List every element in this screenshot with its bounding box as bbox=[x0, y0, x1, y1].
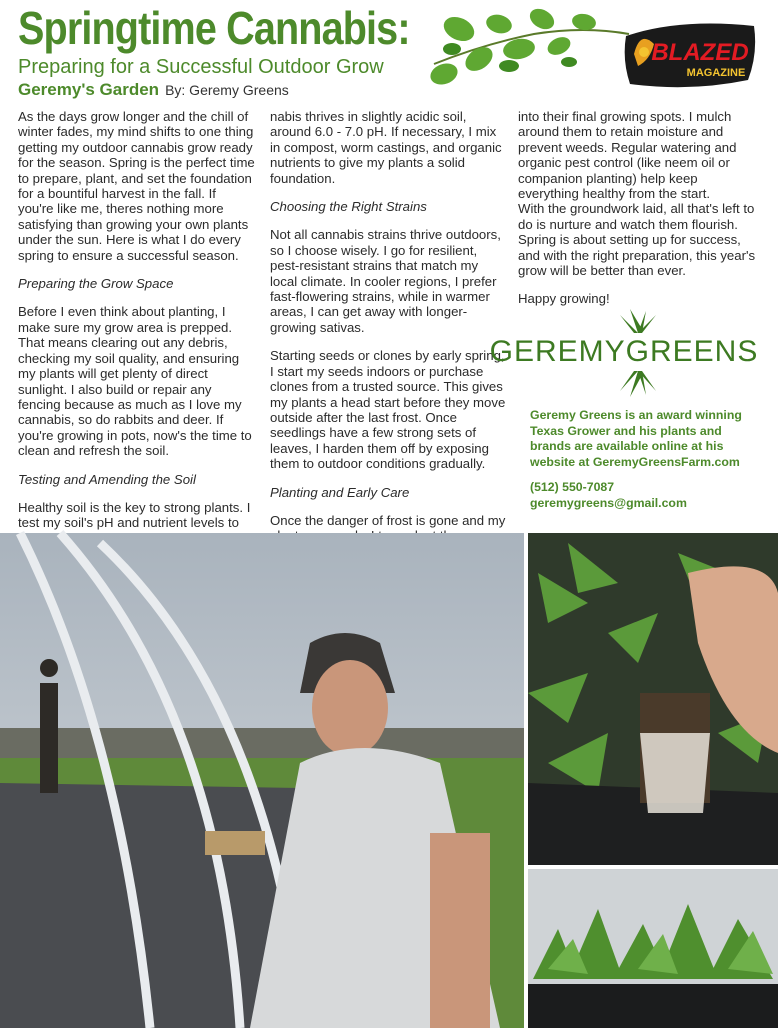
hops-vine-illustration bbox=[424, 4, 634, 100]
geremy-greens-logo bbox=[489, 305, 759, 401]
contact-info bbox=[530, 480, 765, 511]
paragraph: into their final growing spots. I mulch around them to retain moisture and prevent weeds. Regular watering and organic pest control (like neem oil or companion planting) help keep everything healthy from the start. bbox=[518, 109, 737, 202]
svg-text:BLAZED: BLAZED bbox=[651, 39, 749, 66]
author-bio: Geremy Greens is an award winning Texas Grower and his plants and brands are available online at his website at GeremyGreensFarm.com bbox=[530, 408, 742, 469]
phone-number: (512) 550-7087 bbox=[530, 480, 615, 494]
section-name: Geremy's Garden bbox=[18, 80, 160, 99]
seedling-tray-photo bbox=[528, 869, 778, 1028]
article-title: Springtime Cannabis: bbox=[18, 2, 410, 54]
article-column-3 bbox=[518, 109, 758, 320]
paragraph: Once the danger of frost is gone and my bbox=[270, 512, 506, 528]
byline: By: Geremy Greens bbox=[165, 82, 289, 98]
article-column-2 bbox=[270, 109, 506, 557]
paragraph: nabis thrives in slightly acidic soil, around 6.0 - 7.0 pH. If necessary, I mix in compost, worm castings, and organic nutrients to give my plants a solid foundation. bbox=[270, 109, 502, 186]
paragraph: Not all cannabis strains thrive outdoors, so I choose wisely. I go for resilient, pest-resistant strains that match my local climate. In cooler regions, I prefer fast-flowering strains, while in warmer areas, I can get away with longer- growing sativas. bbox=[270, 227, 501, 335]
svg-text:GEREMYGREENS: GEREMYGREENS bbox=[489, 335, 759, 368]
grower-hoop-house-photo bbox=[0, 533, 524, 1028]
article-column-1 bbox=[18, 109, 255, 559]
paragraph: Healthy soil is the key to strong plants. I test my soil's pH and nutrient levels to bbox=[18, 499, 251, 531]
byline-row bbox=[18, 80, 289, 100]
subheading: Testing and Amending the Soil bbox=[18, 471, 196, 487]
subheading: Choosing the Right Strains bbox=[270, 199, 427, 215]
paragraph: Starting seeds or clones by early spring, I start my seeds indoors or purchase clones from a trusted source. This gives my plants a head start before they move outside after the last frost. Once seedlings have a few strong sets of leaves, I harden them off by exposing them to outdoor conditions gradually. bbox=[270, 348, 506, 472]
paragraph: With the groundwork laid, all that's left to do is nurture and watch them flourish. Spring is about setting up for success, and with the right preparation, this year's grow will be better than ever. bbox=[518, 201, 756, 279]
blazed-magazine-logo bbox=[620, 14, 760, 94]
clone-roots-photo bbox=[528, 533, 778, 865]
paragraph: As the days grow longer and the chill of winter fades, my mind shifts to one thing getting my outdoor cannabis grow ready for the season. Spring is the perfect time to prepare, plant, and set the foundation for a bountiful harvest in the fall. If you're like me, theres nothing more satisfying than growing your own plants under the sun. Here is what I do every spring to ensure a successful season. bbox=[18, 109, 255, 263]
paragraph: Happy growing! bbox=[518, 291, 610, 307]
subheading: Planting and Early Care bbox=[270, 484, 410, 500]
article-subtitle: Preparing for a Successful Outdoor Grow bbox=[18, 56, 384, 78]
subheading: Preparing the Grow Space bbox=[18, 276, 174, 292]
paragraph: Before I even think about planting, I make sure my grow area is prepped. That means clearing out any debris, checking my soil quality, and ensuring my plants will get plenty of direct sunlight. I also build or repair any fencing because as much as I love my cannabis, so do rabbits and deer. If you're growing in pots, now's the time to clean and refresh the soil. bbox=[18, 304, 252, 459]
email-address: geremygreens@gmail.com bbox=[530, 495, 687, 510]
cannabis-leaf-icon bbox=[620, 309, 656, 333]
svg-text:MAGAZINE: MAGAZINE bbox=[686, 67, 746, 79]
